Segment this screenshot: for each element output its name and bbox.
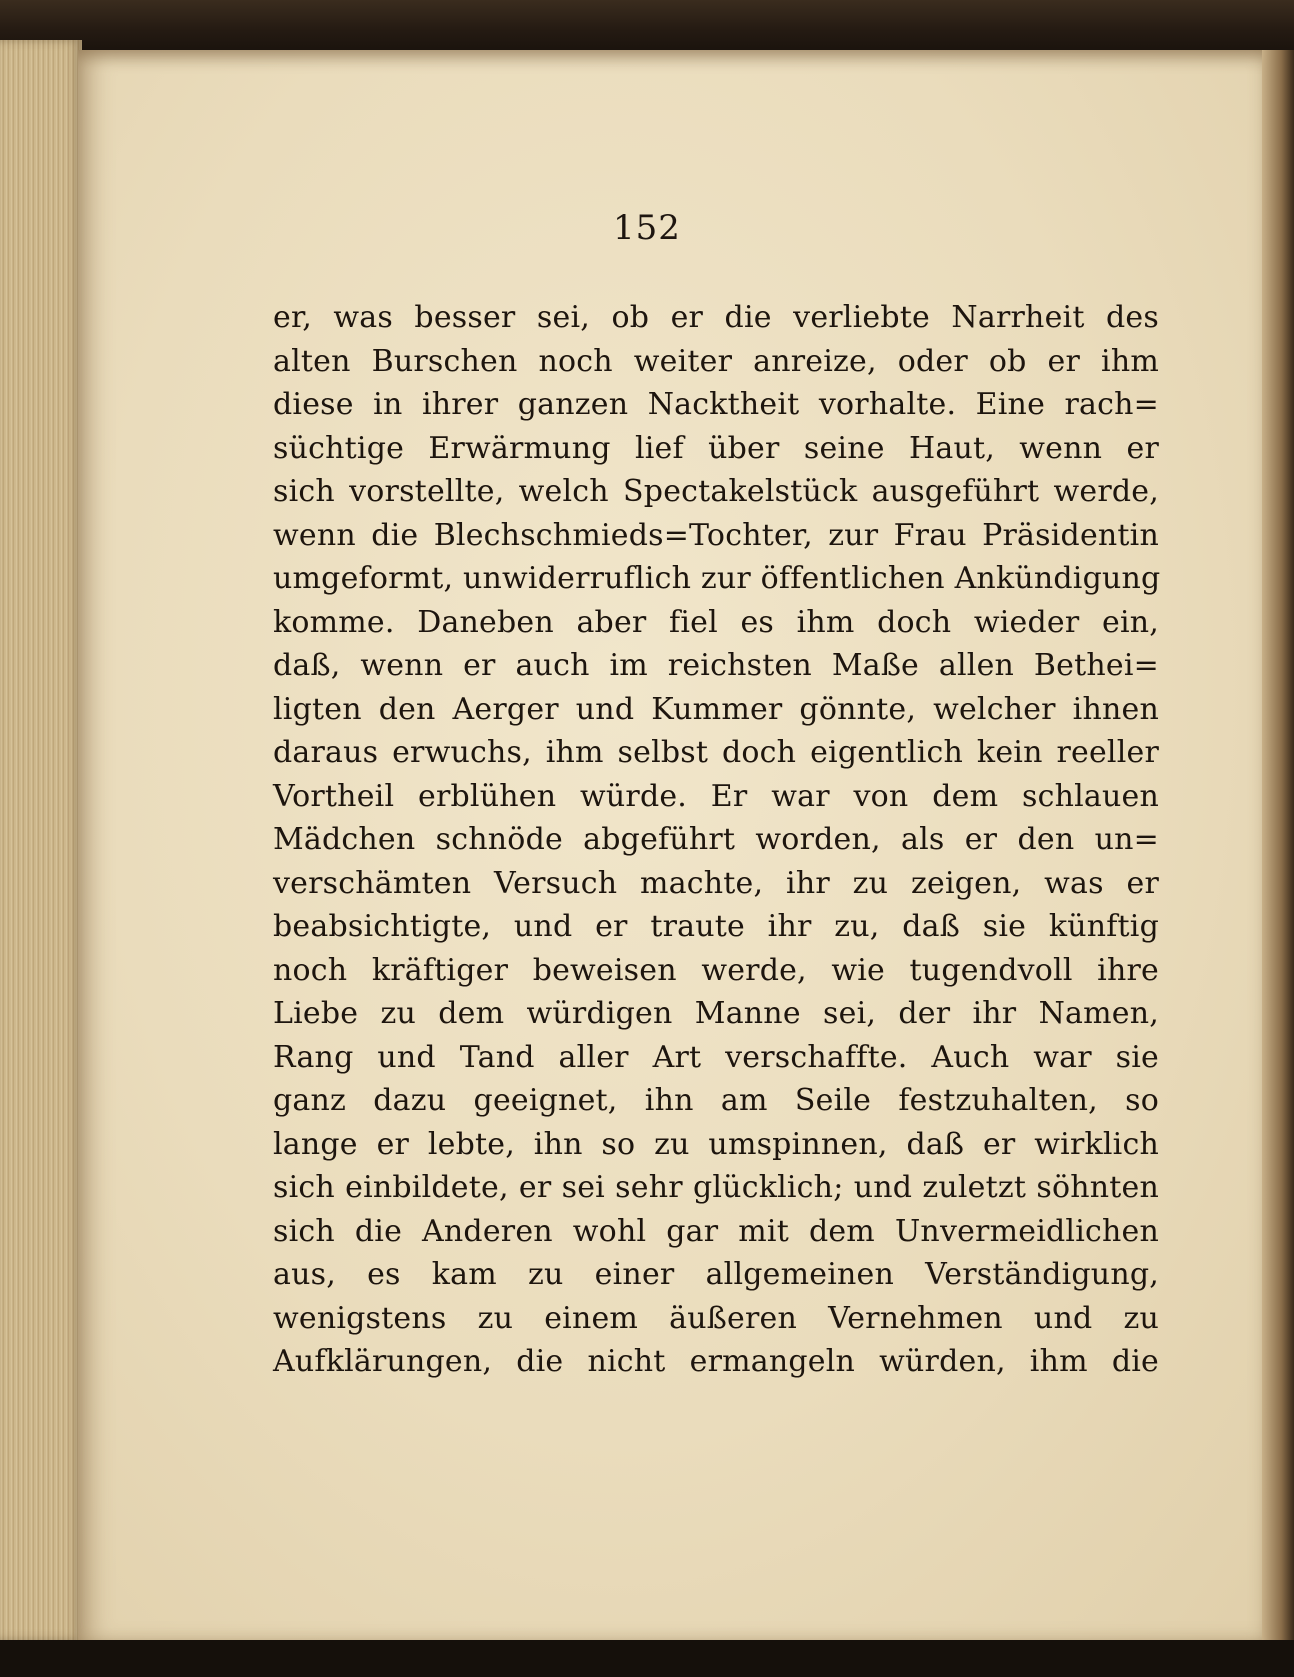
- text-line: aus, es kam zu einer allgemeinen Verständigung,: [273, 1257, 1159, 1292]
- text-line: verschämten Versuch machte, ihr zu zeigen, was er: [273, 865, 1159, 901]
- text-line: wenn die Blechschmieds=Tochter, zur Frau Präsidentin: [273, 517, 1159, 553]
- text-line: sich die Anderen wohl gar mit dem Unvermeidlichen: [273, 1213, 1159, 1249]
- text-line: alten Burschen noch weiter anreize, oder ob er ihm: [273, 343, 1159, 379]
- text-line: Liebe zu dem würdigen Manne sei, der ihr Namen,: [273, 996, 1159, 1031]
- text-line: Mädchen schnöde abgeführt worden, als er den un=: [273, 822, 1159, 857]
- text-line: wenigstens zu einem äußeren Vernehmen und zu: [273, 1300, 1159, 1336]
- page-edges: [0, 40, 82, 1640]
- text-line: komme. Daneben aber fiel es ihm doch wieder ein,: [273, 604, 1159, 640]
- book-cover-bottom: [0, 1640, 1294, 1677]
- text-line: beabsichtigte, und er traute ihr zu, daß sie künftig: [273, 909, 1159, 944]
- text-line: noch kräftiger beweisen werde, wie tugendvoll ihre: [273, 952, 1159, 988]
- text-line: Vortheil erblühen würde. Er war von dem schlauen: [273, 778, 1159, 814]
- text-line: süchtige Erwärmung lief über seine Haut, wenn er: [273, 430, 1159, 466]
- text-line: Aufklärungen, die nicht ermangeln würden, ihm die: [273, 1344, 1159, 1379]
- text-line: lange er lebte, ihn so zu umspinnen, daß er wirklich: [273, 1126, 1159, 1162]
- text-line: ligten den Aerger und Kummer gönnte, welcher ihnen: [273, 691, 1159, 727]
- book-gutter: [1262, 50, 1294, 1645]
- text-line: daß, wenn er auch im reichsten Maße allen Bethei=: [273, 648, 1159, 683]
- text-line: diese in ihrer ganzen Nacktheit vorhalte. Eine rach=: [273, 387, 1159, 422]
- text-line: umgeformt, unwiderruflich zur öffentlichen Ankündigung: [273, 561, 1161, 596]
- text-line: daraus erwuchs, ihm selbst doch eigentlich kein reeller: [273, 735, 1159, 770]
- text-line: Rang und Tand aller Art verschaffte. Auch war sie: [273, 1039, 1159, 1075]
- text-line: sich einbildete, er sei sehr glücklich; und zuletzt söhnten: [273, 1170, 1159, 1205]
- page-number: 152: [613, 208, 681, 248]
- text-line: sich vorstellte, welch Spectakelstück ausgeführt werde,: [273, 474, 1159, 509]
- text-line: er, was besser sei, ob er die verliebte Narrheit des: [273, 300, 1159, 335]
- book-cover-top: [0, 0, 1294, 52]
- body-text: [273, 296, 1159, 1384]
- text-line: ganz dazu geeignet, ihn am Seile festzuhalten, so: [273, 1083, 1159, 1118]
